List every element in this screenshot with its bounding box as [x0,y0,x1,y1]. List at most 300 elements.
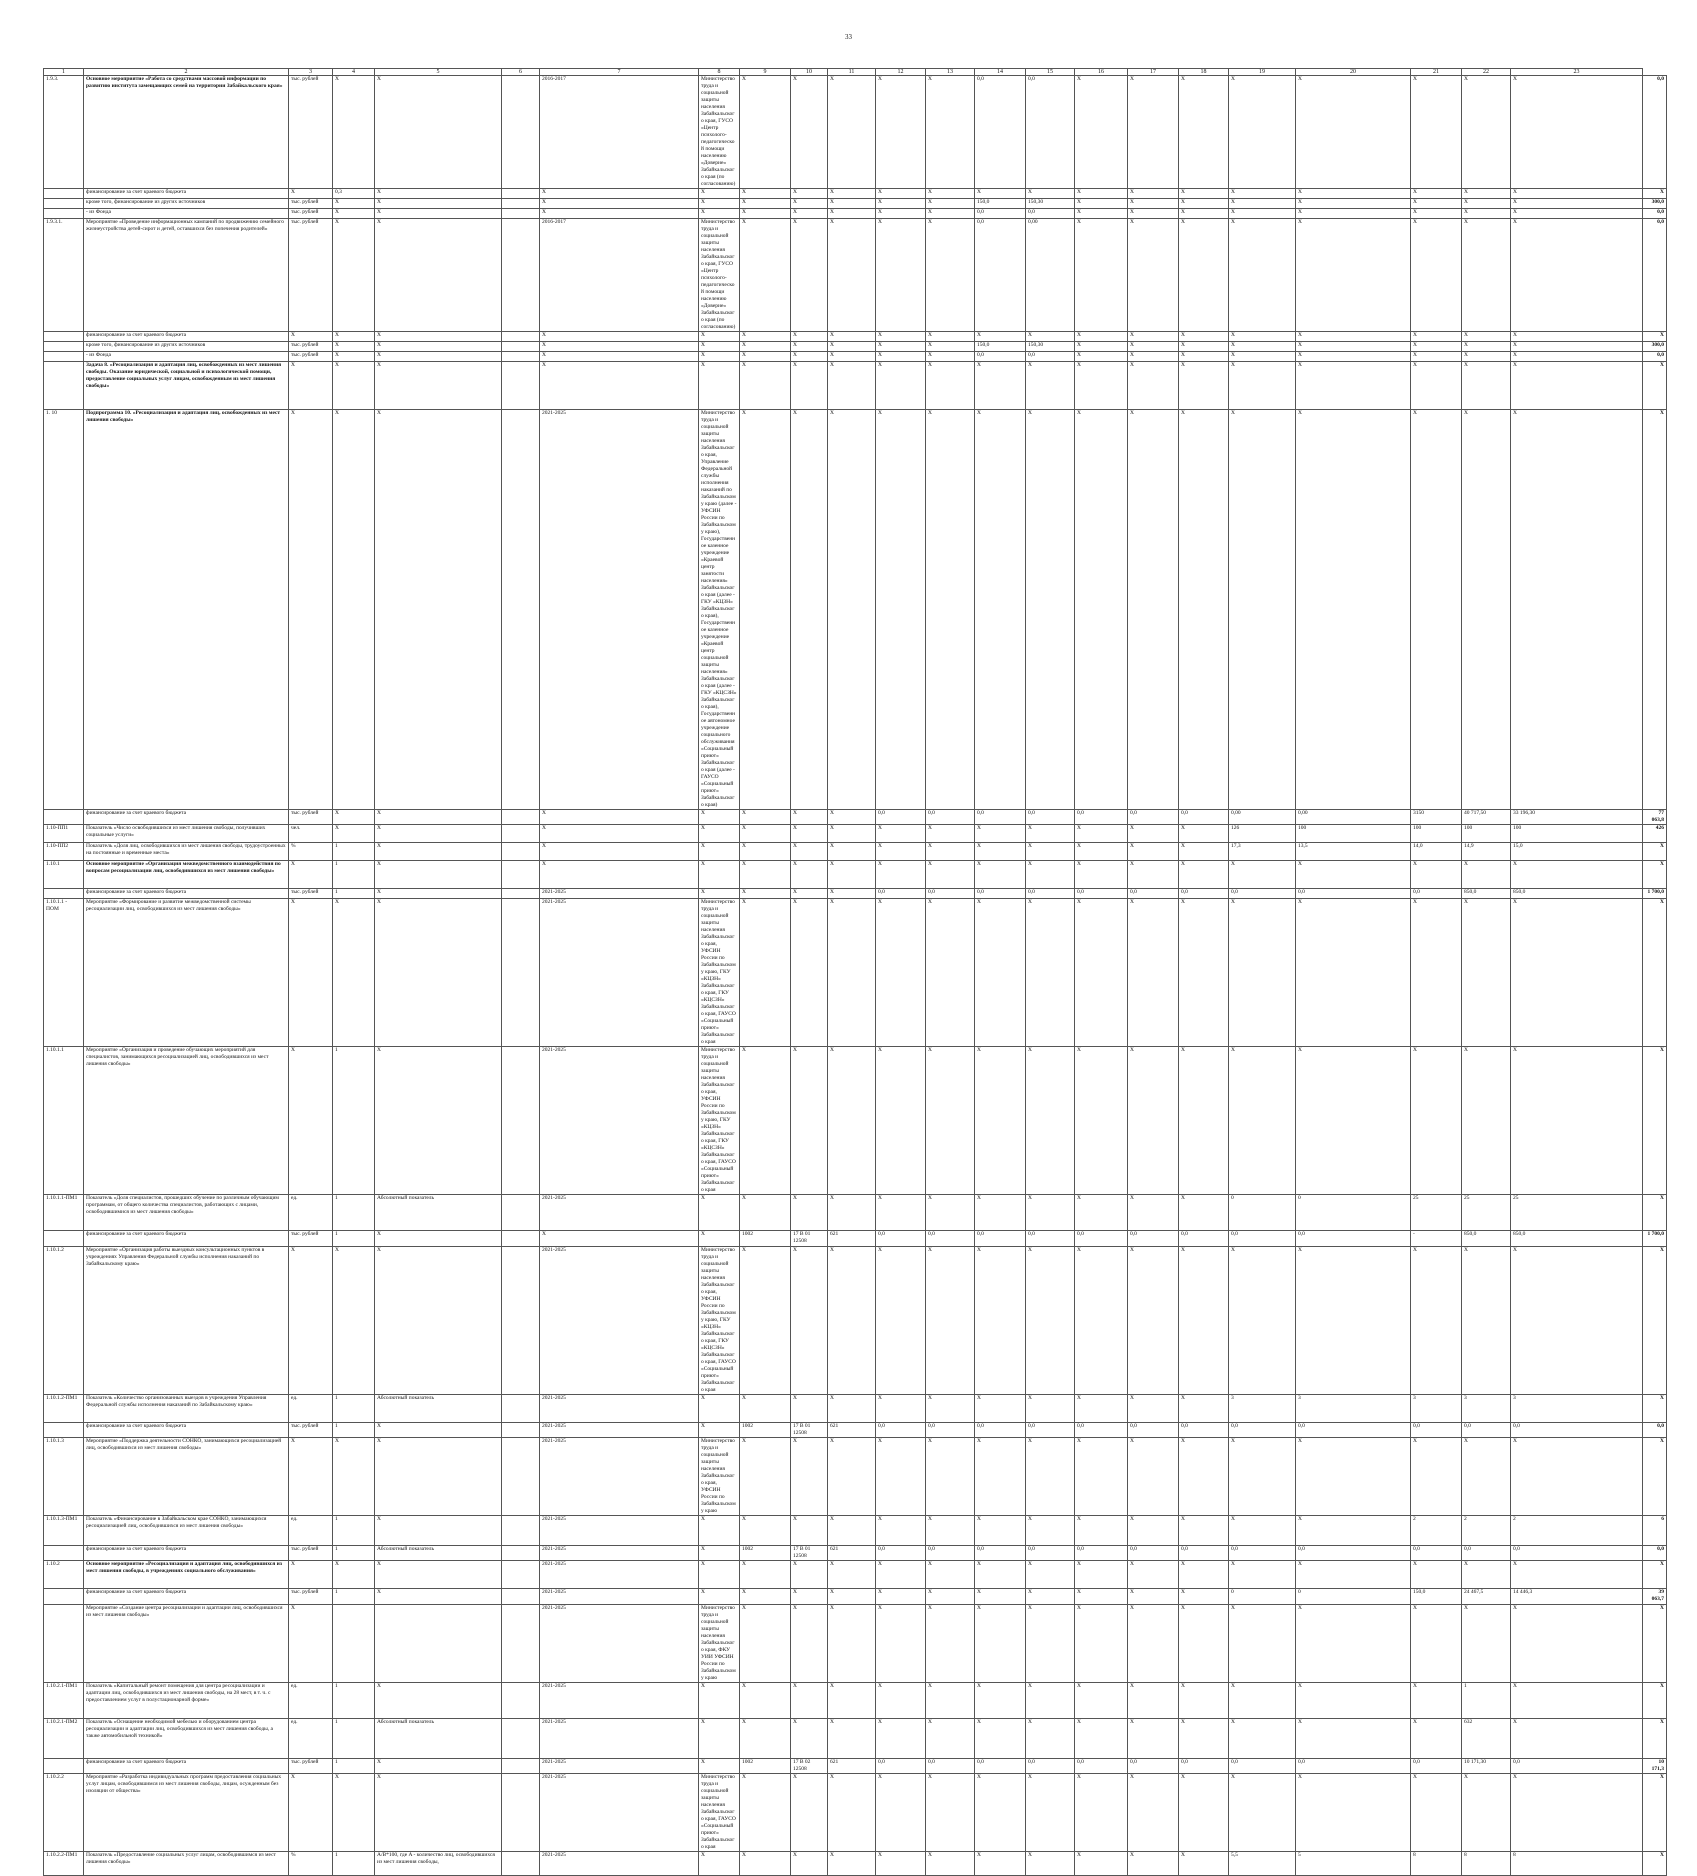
table-cell: X [699,352,740,362]
table-cell: X [1075,1047,1128,1195]
table-cell: X [375,1683,502,1719]
table-cell: 0,0 [1179,1423,1229,1438]
table-cell: 0,0 [1075,1423,1128,1438]
table-cell: X [791,199,828,209]
table-cell: X [926,1774,975,1852]
table-cell [502,1546,540,1561]
column-header: 16 [1075,69,1128,76]
table-cell: 0 [1229,1589,1296,1605]
table-cell: X [1026,332,1075,342]
row-title-cell: Показатель «Количество организованных выездов в учреждения Управления Федеральной службы исполнения наказаний по Забайкальскому краю» [84,1395,289,1423]
table-cell: X [876,209,926,219]
table-cell: X [926,342,975,352]
table-cell: X [876,899,926,1047]
table-cell: X [876,1719,926,1759]
table-cell: 0,0 [1179,810,1229,825]
table-cell: X [791,342,828,352]
table-cell: 0,0 [926,889,975,899]
table-cell: 0,0 [1179,1231,1229,1247]
table-cell: X [1128,352,1179,362]
table-cell [502,1774,540,1852]
table-cell: X [828,410,876,810]
table-row [44,1438,1667,1516]
table-row [44,1047,1667,1195]
table-cell: 25 [1411,1195,1462,1231]
table-cell: X [876,1195,926,1231]
table-cell: 0,00 [1296,810,1411,825]
table-cell: X [1179,1247,1229,1395]
table-cell: X [1411,1047,1462,1195]
table-cell: X [289,1561,333,1589]
table-cell: X [1296,332,1411,342]
table-cell: 0,0 [1026,1423,1075,1438]
table-cell [502,352,540,362]
table-cell: X [740,1774,791,1852]
table-cell: X [791,76,828,189]
table-cell: 17 В 01 12508 [791,1231,828,1247]
table-cell: 300,0 [1643,199,1667,209]
table-cell: 1 700,0 [1643,1231,1667,1247]
table-cell: X [791,843,828,861]
table-cell: тыс. рублей [289,342,333,352]
table-cell: X [876,1247,926,1395]
table-cell [502,342,540,352]
table-cell: X [926,1247,975,1395]
row-title-cell: кроме того, финансирование из других источников [84,199,289,209]
table-cell: 77 063,8 [1643,810,1667,825]
table-cell: X [699,362,740,410]
row-code-cell [44,362,84,410]
table-cell [502,825,540,843]
table-cell: X [375,332,502,342]
table-cell: X [828,825,876,843]
table-cell: X [1229,1719,1296,1759]
table-cell: X [1229,362,1296,410]
table-cell: X [791,1395,828,1423]
table-cell: X [699,1546,740,1561]
table-cell: X [740,861,791,889]
table-cell: X [1296,899,1411,1047]
table-cell: тыс. рублей [289,76,333,189]
table-row [44,1247,1667,1395]
row-title-cell: Показатель «Финансирование в Забайкальском крае СОНКО, занимающихся ресоциализацией лиц, освободившихся из мест лишения свободы» [84,1516,289,1546]
table-cell: 0,0 [1075,1546,1128,1561]
table-cell: тыс. рублей [289,889,333,899]
table-cell: 1 [333,1195,375,1231]
table-cell: Абсолютный показатель [375,1195,502,1231]
table-row [44,1423,1667,1438]
table-row [44,1605,1667,1683]
table-cell: X [740,1589,791,1605]
table-cell: 0,0 [1075,1231,1128,1247]
table-cell: X [828,1719,876,1759]
table-cell: X [333,899,375,1047]
table-cell: X [740,1605,791,1683]
table-cell: 621 [828,1423,876,1438]
table-cell: X [1511,209,1643,219]
table-cell: X [1179,199,1229,209]
row-title-cell: Показатель «Предоставление социальных услуг лицам, освободившимся из мест лишения свободы» [84,1852,289,1876]
row-title-cell: Показатель «Оснащение необходимой мебелью и оборудованием центра ресоциализации и адаптации лиц, освободившихся из мест лишения свободы, а также автомобильной техникой» [84,1719,289,1759]
table-cell: X [1026,899,1075,1047]
table-cell: X [1026,1516,1075,1546]
table-cell: Абсолютный показатель [375,1719,502,1759]
table-cell: X [1179,1852,1229,1876]
row-title-cell: Основное мероприятие «Организация межведомственного взаимодействия по вопросам ресоциализации лиц, освободившихся из мест лишения свободы» [84,861,289,889]
table-cell: 0,0 [975,889,1026,899]
row-code-cell [44,1231,84,1247]
table-cell: X [699,199,740,209]
table-cell: 0,0 [1462,1546,1511,1561]
table-cell [502,189,540,199]
table-cell: X [1511,362,1643,410]
table-cell [333,1605,375,1683]
table-cell: X [1075,1774,1128,1852]
table-cell: 100 [1511,825,1643,843]
table-cell: X [740,1719,791,1759]
table-cell: X [828,861,876,889]
row-code-cell [44,1605,84,1683]
table-cell [502,1423,540,1438]
table-cell: X [375,410,502,810]
table-cell: 25 [1511,1195,1643,1231]
table-cell [375,1605,502,1683]
table-cell: X [540,199,699,209]
table-cell: X [1411,209,1462,219]
table-cell [502,861,540,889]
table-cell: X [289,1774,333,1852]
table-cell: X [1229,1438,1296,1516]
table-cell: X [375,1516,502,1546]
table-cell: 0,0 [1411,1759,1462,1774]
table-cell: X [333,209,375,219]
table-cell: X [333,342,375,352]
table-cell: 2021-2025 [540,899,699,1047]
table-cell: X [1462,899,1511,1047]
table-cell: X [1296,352,1411,362]
table-cell: X [289,189,333,199]
row-code-cell [44,1759,84,1774]
table-cell: X [333,352,375,362]
table-cell: 8 [1511,1852,1643,1876]
table-cell: 0,0 [1128,1546,1179,1561]
table-cell: X [828,899,876,1047]
table-cell: X [926,861,975,889]
table-cell: 1 [333,1546,375,1561]
table-cell: X [1296,1774,1411,1852]
table-cell: X [926,1683,975,1719]
table-cell: X [1128,1247,1179,1395]
table-cell: X [1229,899,1296,1047]
table-cell: X [1179,1561,1229,1589]
table-cell: X [975,189,1026,199]
table-cell: X [1511,1719,1643,1759]
table-cell: X [1026,1561,1075,1589]
table-cell: X [876,410,926,810]
table-cell: X [375,189,502,199]
table-row [44,1774,1667,1852]
table-cell: X [975,1683,1026,1719]
table-cell: 0,00 [1026,219,1075,332]
table-cell [502,899,540,1047]
table-cell: X [828,1516,876,1546]
table-cell [502,1247,540,1395]
table-cell: X [1462,199,1511,209]
table-cell: X [1179,219,1229,332]
table-cell: X [1026,1395,1075,1423]
table-cell: X [375,1589,502,1605]
table-cell: X [1179,410,1229,810]
table-cell: X [926,1195,975,1231]
table-cell: X [926,1561,975,1589]
table-cell: X [1179,843,1229,861]
table-cell: X [1229,1774,1296,1852]
table-cell: 1 700,0 [1643,889,1667,899]
table-cell: 0,0 [1026,209,1075,219]
table-cell: X [1026,1247,1075,1395]
table-cell: X [1462,410,1511,810]
table-cell: X [791,1719,828,1759]
row-title-cell: финансирование за счет краевого бюджета [84,810,289,825]
table-cell: 0,0 [975,76,1026,189]
table-cell: ед. [289,1516,333,1546]
table-cell: тыс. рублей [289,1231,333,1247]
table-cell: X [1229,1247,1296,1395]
table-cell: X [1075,1683,1128,1719]
table-cell: X [1511,219,1643,332]
row-title-cell: финансирование за счет краевого бюджета [84,1231,289,1247]
table-cell: X [1511,1605,1643,1683]
table-cell: X [1075,189,1128,199]
table-cell: X [1128,861,1179,889]
table-cell: X [375,889,502,899]
table-cell: X [1229,219,1296,332]
table-cell: X [1075,199,1128,209]
table-cell: X [926,1852,975,1876]
table-cell: X [1462,189,1511,199]
table-cell: X [926,352,975,362]
table-cell: X [699,342,740,352]
table-row [44,410,1667,810]
table-cell: X [375,1247,502,1395]
table-cell: 621 [828,1231,876,1247]
table-cell: Министерство труда и социальной защиты населения Забайкальского края, Управление Федеральной службы исполнения наказаний по Забайкальскому краю (далее - УФСИН России по Забайкальскому краю), Государственное казенное учреждение «Краевой центр занятости населения» Забайкальского края (далее - ГКУ «КЦЗН» Забайкальского края), Государственное казенное учреждение «Краевой центр социальной защиты населения» Забайкальского края (далее - ГКУ «КЦСЗН» Забайкальского края), Государственное автономное учреждение социального обслуживания «Социальный приют» Забайкальского края (далее - ГАУСО «Социальный приют» Забайкальского края) [699,410,740,810]
table-cell: X [876,1774,926,1852]
table-cell: X [289,332,333,342]
table-cell: X [876,1561,926,1589]
table-cell: 8 [1411,1852,1462,1876]
table-cell: X [740,199,791,209]
table-cell: 3 [1229,1395,1296,1423]
table-cell: X [333,810,375,825]
table-cell: 150,0 [975,342,1026,352]
row-code-cell: 1.10.2.1-ПМ1 [44,1683,84,1719]
table-cell: X [926,1516,975,1546]
table-row [44,209,1667,219]
table-cell: 2021-2025 [540,1852,699,1876]
table-cell: X [876,825,926,843]
table-cell: X [1511,1561,1643,1589]
table-cell: X [1511,1247,1643,1395]
table-cell: 0,0 [1511,1546,1643,1561]
row-code-cell: 1.10.1.2-ПМ1 [44,1395,84,1423]
table-cell: X [1128,362,1179,410]
table-cell: 1 [333,861,375,889]
table-cell: X [876,332,926,342]
table-cell: X [828,209,876,219]
table-cell: X [1511,352,1643,362]
table-cell: 2021-2025 [540,1546,699,1561]
column-header: 6 [502,69,540,76]
table-cell: X [926,1589,975,1605]
table-cell: X [975,1247,1026,1395]
table-cell: X [1075,1561,1128,1589]
table-cell: 0,0 [926,1423,975,1438]
table-cell: 1 [333,1852,375,1876]
table-row [44,861,1667,889]
table-cell: X [791,189,828,199]
table-cell: X [1296,1247,1411,1395]
table-cell: X [828,1247,876,1395]
table-cell: X [375,352,502,362]
table-cell: 850,0 [1462,889,1511,899]
column-header: 21 [1411,69,1462,76]
table-cell: 0,0 [1229,1231,1296,1247]
table-cell: 2021-2025 [540,1438,699,1516]
row-title-cell: Мероприятие «Проведение информационных кампаний по продвижению семейного жизнеустройства детей-сирот и детей, оставшихся без попечения родителей» [84,219,289,332]
row-code-cell: 1.10.2.2 [44,1774,84,1852]
table-cell: X [1128,1605,1179,1683]
table-cell: X [828,76,876,189]
table-cell: X [1075,1438,1128,1516]
table-cell: X [540,189,699,199]
table-cell: X [1179,1774,1229,1852]
table-cell: X [1296,342,1411,352]
row-title-cell: Мероприятие «Создание центра ресоциализации и адаптации лиц, освободившихся из мест лишения свободы» [84,1605,289,1683]
table-cell: X [828,1774,876,1852]
row-title-cell: финансирование за счет краевого бюджета [84,1546,289,1561]
table-cell: X [876,199,926,209]
column-header: 1 [44,69,84,76]
table-cell: 0,0 [1229,1423,1296,1438]
table-row [44,332,1667,342]
row-code-cell [44,889,84,899]
table-cell: X [1462,1774,1511,1852]
table-cell: X [791,332,828,342]
row-code-cell: 1.10.1.1-ПМ1 [44,1195,84,1231]
table-cell: X [975,1605,1026,1683]
table-cell: X [791,1589,828,1605]
table-cell: X [975,1047,1026,1195]
table-cell: 0,0 [926,1231,975,1247]
table-cell: X [375,1774,502,1852]
table-cell: 0,0 [926,810,975,825]
table-cell [502,1516,540,1546]
table-cell: 3 [1296,1395,1411,1423]
table-cell: X [926,332,975,342]
table-cell: 0,0 [1179,1546,1229,1561]
table-cell: X [1026,1195,1075,1231]
table-cell: X [699,1195,740,1231]
table-cell: X [740,342,791,352]
table-cell: X [740,1561,791,1589]
table-cell: 2 [1462,1516,1511,1546]
table-row [44,219,1667,332]
table-cell: X [1511,899,1643,1047]
table-cell: X [333,1438,375,1516]
row-title-cell: Подпрограмма 10. «Ресоциализация и адаптация лиц, освобожденных из мест лишения свободы» [84,410,289,810]
column-header: 17 [1128,69,1179,76]
row-title-cell: Показатель «Доля специалистов, прошедших обучение по различным обучающим программам, от общего количества специалистов, работающих с лицами, освободившимися из мест лишения свободы» [84,1195,289,1231]
row-title-cell: Показатель «Доля лиц, освободившихся из мест лишения свободы, трудоустроенных на постоянные и временные места» [84,843,289,861]
table-cell: X [1296,1719,1411,1759]
table-cell: X [1128,332,1179,342]
table-cell: X [375,861,502,889]
table-cell: 632 [1462,1719,1511,1759]
table-cell: X [1296,199,1411,209]
table-cell: 33 196,30 [1511,810,1643,825]
table-cell: X [375,199,502,209]
table-cell: X [1643,1395,1667,1423]
table-cell: ед. [289,1395,333,1423]
table-row [44,1683,1667,1719]
table-row [44,76,1667,189]
table-cell: X [1643,1683,1667,1719]
row-code-cell [44,199,84,209]
table-cell: X [1229,199,1296,209]
table-cell: X [289,1247,333,1395]
table-cell: X [740,352,791,362]
table-cell: X [1179,1719,1229,1759]
table-cell: 0,0 [876,1231,926,1247]
table-cell: 0,0 [1296,1546,1411,1561]
table-cell: 0,0 [1179,889,1229,899]
table-cell: X [926,1605,975,1683]
row-code-cell: 1.10.1.1 [44,1047,84,1195]
table-cell: Министерство труда и социальной защиты населения Забайкальского края, УФСИН России по Забайкальскому краю [699,1438,740,1516]
row-code-cell: 1.10.1.1 - ПОМ [44,899,84,1047]
table-cell: X [1179,1589,1229,1605]
column-header: 5 [375,69,502,76]
table-cell: 0,0 [1179,1759,1229,1774]
table-cell: % [289,1852,333,1876]
table-cell: X [699,1423,740,1438]
table-cell: X [791,1774,828,1852]
table-cell: X [975,1395,1026,1423]
table-cell: 2021-2025 [540,1759,699,1774]
table-cell: 25 [1462,1195,1511,1231]
table-cell: X [1075,410,1128,810]
table-cell: 10 171,30 [1462,1759,1511,1774]
column-header: 18 [1179,69,1229,76]
table-cell: 0 [1296,1589,1411,1605]
table-cell: X [975,899,1026,1047]
row-code-cell: 1.10.1.3 [44,1438,84,1516]
table-cell: X [1462,1561,1511,1589]
table-cell: X [1411,410,1462,810]
table-cell: X [926,899,975,1047]
table-row [44,199,1667,209]
table-cell: X [333,825,375,843]
table-cell: 14 446,3 [1511,1589,1643,1605]
table-row [44,843,1667,861]
table-cell: 1 [333,1047,375,1195]
table-cell: X [1026,1852,1075,1876]
table-cell: X [1411,352,1462,362]
table-cell: X [1511,1774,1643,1852]
table-cell: X [333,332,375,342]
table-cell: X [540,861,699,889]
